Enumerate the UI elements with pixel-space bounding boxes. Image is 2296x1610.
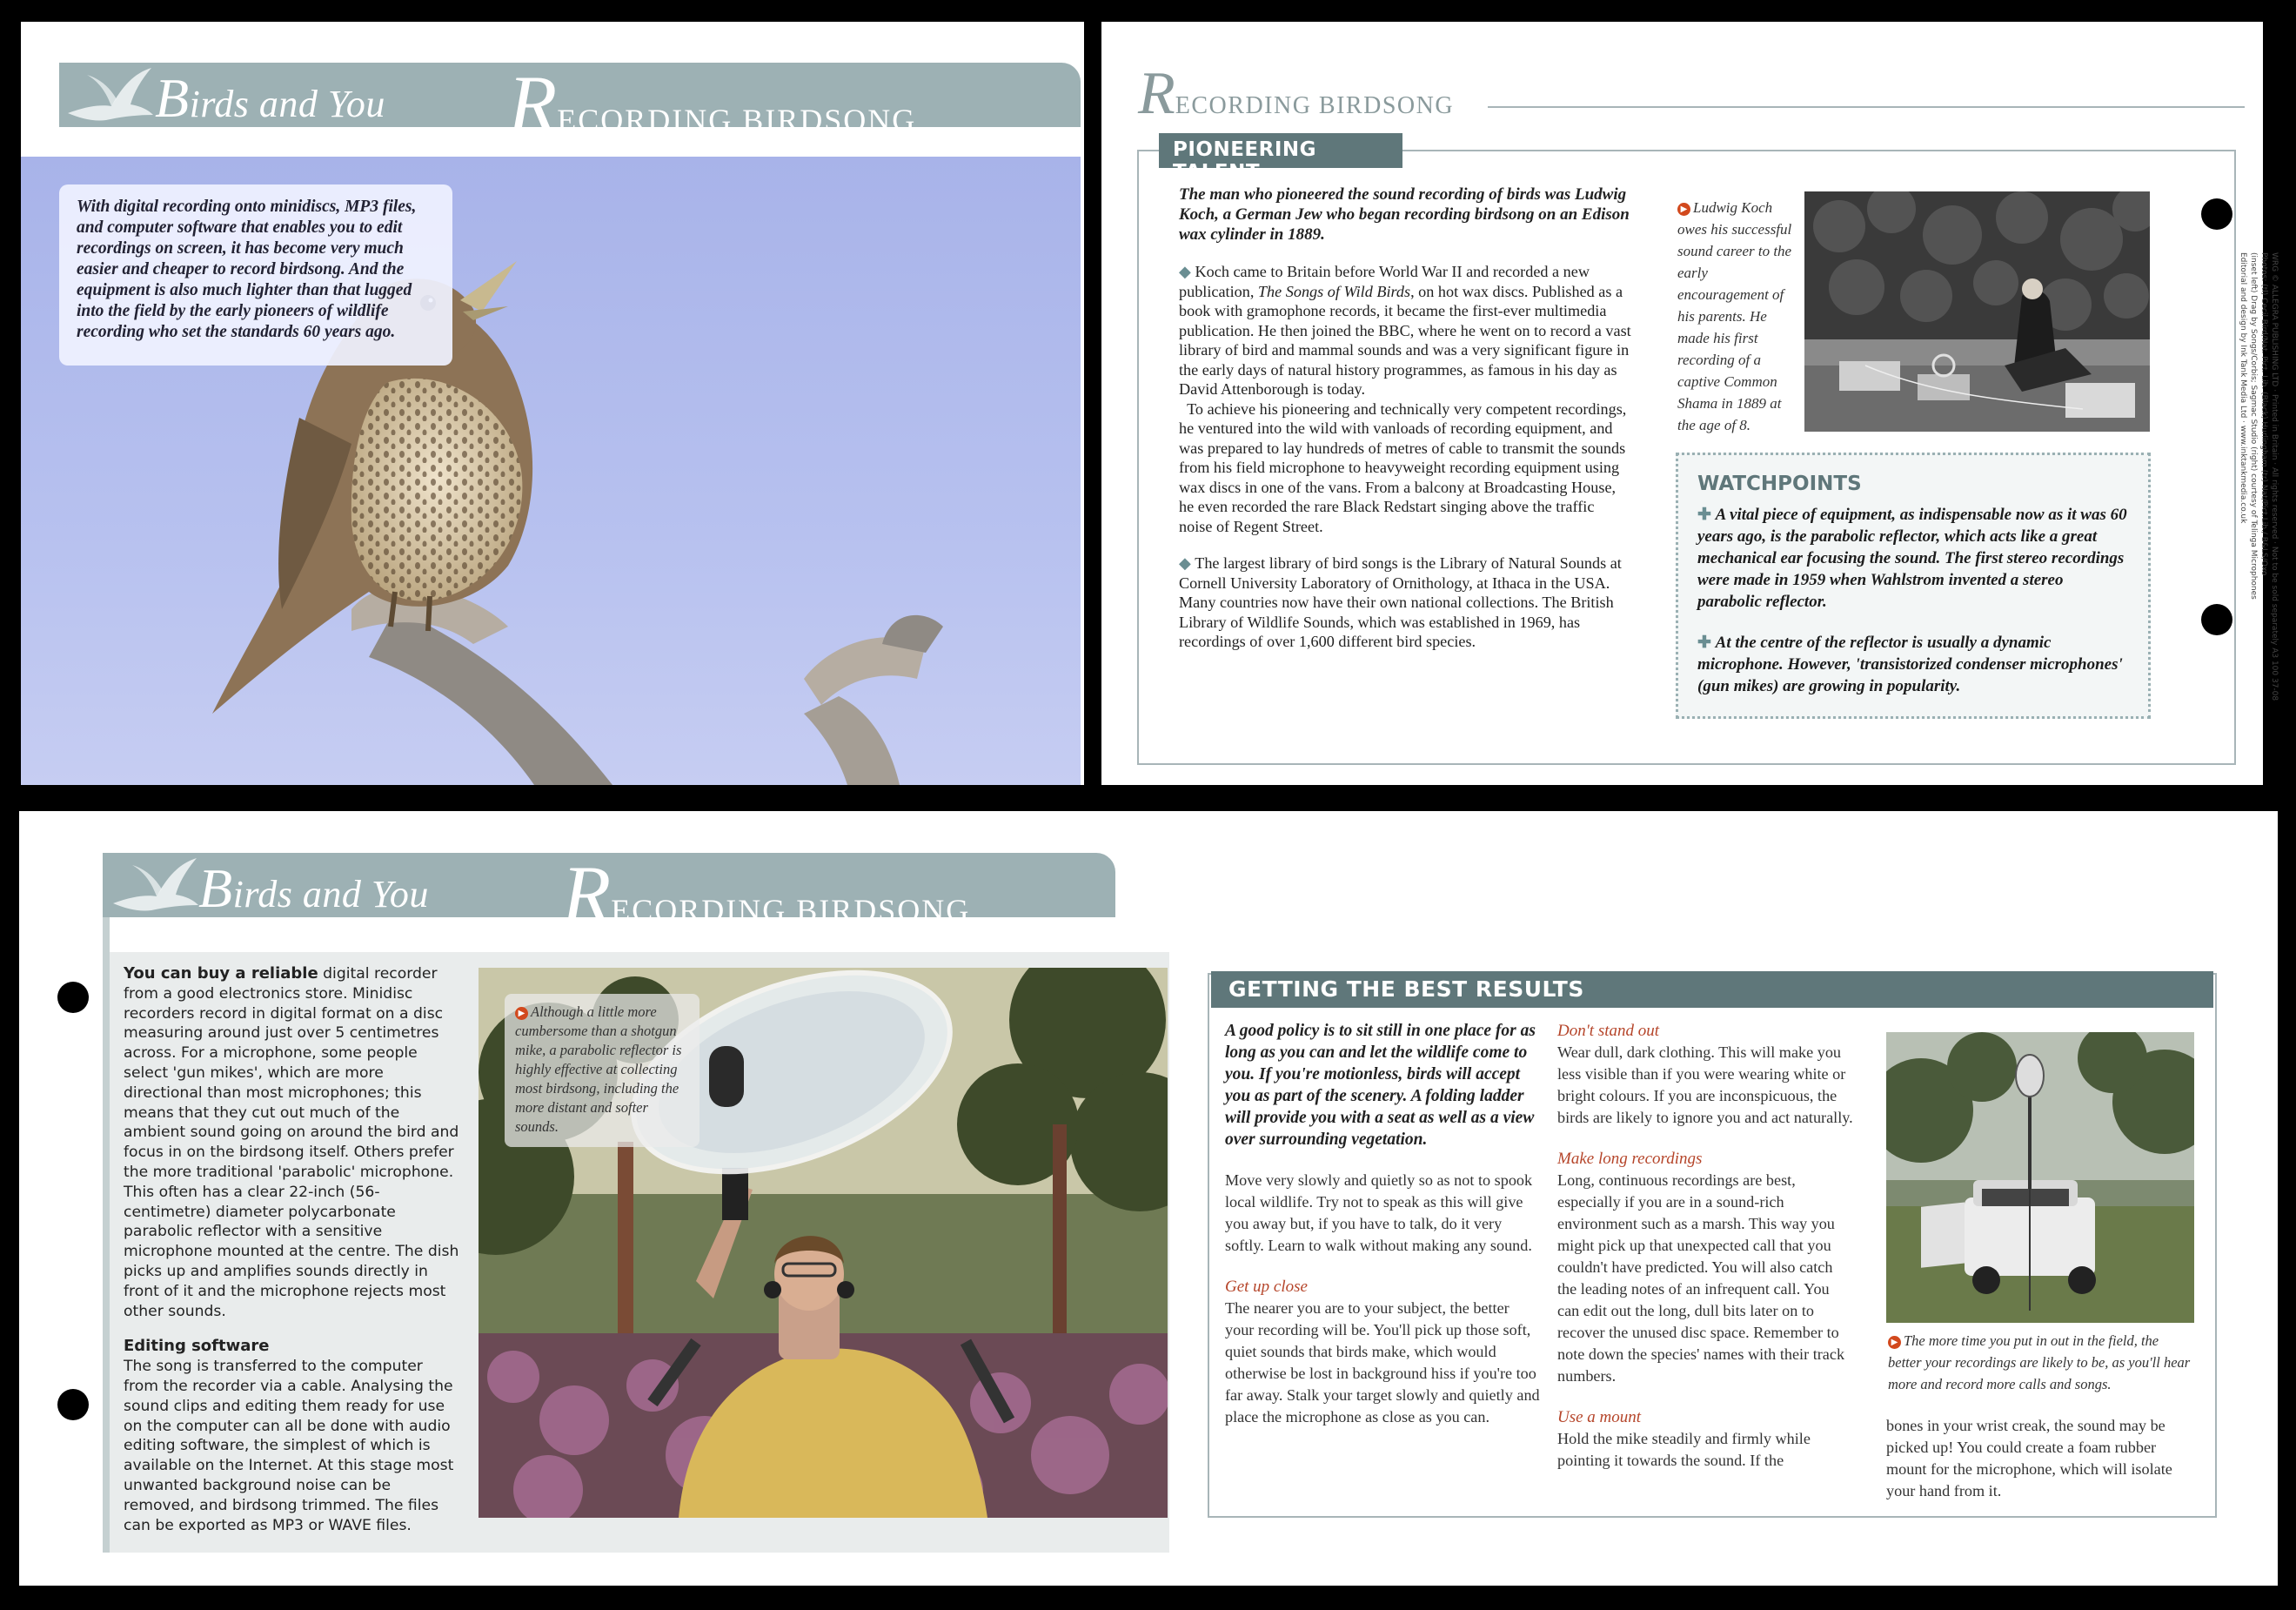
koch-caption: ▶ Ludwig Koch owes his successful sound career to the early encouragement of his parents. He made his first recording of a captive Common Shama in 1889 at the age of 8. <box>1677 199 1792 433</box>
caption-arrow-icon: ▶ <box>1888 1336 1901 1349</box>
binder-hole <box>57 982 89 1013</box>
long-recordings-paragraph: Make long recordings Long, continuous recordings are best, especially if you are in a sound-rich environment such as a marsh. This way you might pick up that unexpected call that you couldn't have predicted. You will also catch the leading notes of an infrequent call. You can edit out the long, dull bits later on to recover the unused disc space. Remember to note down the species' names with their track numbers. <box>1557 1148 1853 1387</box>
long-recordings-heading: Make long recordings <box>1557 1150 1703 1168</box>
running-head-rule <box>1488 106 2245 108</box>
binder-hole <box>57 1389 89 1420</box>
pioneering-lead: The man who pioneered the sound recording of birds was Ludwig Koch, a German Jew who began recording birdsong on an Edison wax cylinder in 1889. <box>1179 185 1630 244</box>
watchpoint-1: ✚ A vital piece of equipment, as indispensable now as it was 60 years ago, is the parabolic reflector, which acts like a great mechanical ear focusing the sound. The first stereo recordings were made in 1959 when Wahlstrom invented a stereo parabolic reflector. <box>1697 506 2127 611</box>
results-lead: A good policy is to sit still in one place for as long as you can and let the wildlife come to you. If you're motionless, birds will accept you as part of the scenery. A folding ladder will provide you with a seat as well as a view over surrounding vegetation. <box>1225 1022 1536 1149</box>
editing-paragraph: Editing software The song is transferred to the computer from the recorder via a cable. Analysing the sound clips and editing them ready for use on the computer can all be done with audio editing software, the simplest of which is available on the Internet. At this stage most unwanted background noise can be removed, and birdsong trimmed. The files can be exported as MP3 or WAVE files. <box>124 1337 454 1534</box>
caption-arrow-icon: ▶ <box>1677 203 1690 216</box>
editing-heading: Editing software <box>124 1337 270 1356</box>
watchpoint-2: ✚ At the centre of the reflector is usually a dynamic microphone. However, 'transistorized condenser microphones' (gun mikes) are growing in popularity. <box>1697 634 2123 695</box>
dont-stand-out-heading: Don't stand out <box>1557 1022 1660 1040</box>
get-up-close-heading: Get up close <box>1225 1278 1308 1296</box>
use-a-mount-paragraph: Use a mount Hold the mike steadily and firmly while pointing it towards the sound. If the <box>1557 1406 1853 1472</box>
bottom-page-title: RECORDING BIRDSONG <box>562 849 971 938</box>
watchpoints-box <box>1676 453 2151 719</box>
getting-best-results-tab: GETTING THE BEST RESULTS <box>1211 971 2213 1008</box>
use-a-mount-heading: Use a mount <box>1557 1408 1642 1426</box>
intro-text-box: With digital recording onto minidiscs, MP3 files, and computer software that enables you to edit recordings on screen, it has become very much easier and cheaper to record birdsong. And the equipment is also much lighter than that lugged into the field by the early pioneers of wildlife recording who set the standards 60 years ago. <box>59 184 452 366</box>
caption-arrow-icon: ▶ <box>515 1007 528 1020</box>
car-caption: ▶ The more time you put in out in the field, the better your recordings are likely to be, as you'll hear more and record more calls and songs. <box>1888 1332 2191 1392</box>
move-slowly-paragraph: Move very slowly and quietly so as not to spook local wildlife. Try not to speak as this will give you away but, if you have to talk, do it very softly. Learn to walk without making any sound. <box>1225 1171 1533 1254</box>
koch-paragraph: ◆ Koch came to Britain before World War II and recorded a new publication, The Songs of Wild Birds, on hot wax discs. Published as a book with gramophone records, it became the first-ever multimedia publication. He then joined the BBC, where he went on to record a vast library of bird and mammal sounds and was a very significant figure in the early days of natural history programmes, as famous in his day as David Attenborough is today. To achieve his pioneering and technically very competent recordings, he ventured into the wild with vanloads of recording equipment, and was prepared to lay hundreds of metres of cable to transmit the sounds from his field microphone to heavyweight recording equipment using wax discs in one of the vans. From a balcony at Broadcasting House, he even recorded the rare Black Redstart singing above the traffic noise of Regent Street. <box>1179 263 1631 535</box>
binder-hole <box>2201 604 2232 635</box>
get-up-close-paragraph: Get up close The nearer you are to your subject, the better your recording will be. You'll pick up those soft, quiet sounds that birds make, which would otherwise be lost in background hiss if you're too far away. Stalk your target slowly and quietly and place the microphone as close as you can. <box>1225 1278 1540 1426</box>
recorder-paragraph: You can buy a reliable digital recorder from a good electronics store. Minidisc recorders record in digital format on a disc measuring around just over 5 centimetres across. For a microphone, some people select 'gun mikes', which are more directional than most microphones; this means that they cut out much of the ambient sound going on around the bird and focus in on the birdsong itself. Others prefer the more traditional 'parabolic' microphone. This often has a clear 22-inch (56-centimetre) diameter polycarbonate parabolic reflector with a sensitive microphone mounted at the centre. The dish picks up and amplifies sounds directly in front of it and the microphone rejects most other sounds. <box>124 964 459 1320</box>
results-column-3-continued <box>1886 1415 2191 1521</box>
library-paragraph: ◆ The largest library of bird songs is the Library of Natural Sounds at Cornell University Laboratory of Ornithology, at Ithaca in the USA. Many countries now have their own national collections. The British Library of Wildlife Sounds, which was established in 1969, has recordings of over 1,600 different bird species. <box>1179 554 1622 650</box>
results-column-1 <box>1225 1020 1540 1447</box>
gull-logo-icon <box>61 61 157 127</box>
watchpoints-title: WATCHPOINTS <box>1697 473 1862 495</box>
reflector-caption: ▶ Although a little more cumbersome than a shotgun mike, a parabolic reflector is highly effective at collecting most birdsong, including the more distant and softer sounds. <box>505 994 700 1147</box>
koch-photo <box>1804 191 2150 432</box>
top-series-title: Birds and You <box>155 67 385 129</box>
dont-stand-out-paragraph: Don't stand out Wear dull, dark clothing. This will make you less visible than if you were wearing white or bright colours. If you are inconspicuous, the birds are likely to ignore you and act naturally. <box>1557 1022 1853 1126</box>
binder-hole <box>2201 198 2232 230</box>
top-page-title: RECORDING BIRDSONG <box>508 59 917 148</box>
gull-logo-icon <box>106 851 202 917</box>
equipment-text <box>124 964 459 1551</box>
continued-paragraph: bones in your wrist creak, the sound may be picked up! You could create a foam rubber mount for the microphone, which will isolate your hand from it. <box>1886 1417 2172 1499</box>
top-running-head: RECORDING BIRDSONG <box>1138 60 1455 127</box>
credits-text: WRG © ALLEGRA PUBLISHING LTD · Printed in Britain · All rights reserved · Not to be sold separately A3 100 37-08 Photos: (tl) Cecil Bird/Nat. Pict. Lib. (Black) Hurlingham (tr) Nat/Pict.Lib./ B&LS/Oxo (inset left) Drag by Songs/Corbis; Sagmac Studio (right) courtesy of Telinga Microphones Editorial and design by Ink Tank Media Ltd · www.inktankmedia.co.uk <box>2239 252 2279 701</box>
field-car-photo <box>1886 1032 2194 1323</box>
bottom-series-title: Birds and You <box>198 857 429 919</box>
pioneering-text <box>1179 184 1631 669</box>
results-column-2 <box>1557 1020 1853 1491</box>
pioneering-talent-tab: PIONEERING TALENT <box>1159 133 1402 168</box>
left-panel-edge <box>103 917 110 1553</box>
